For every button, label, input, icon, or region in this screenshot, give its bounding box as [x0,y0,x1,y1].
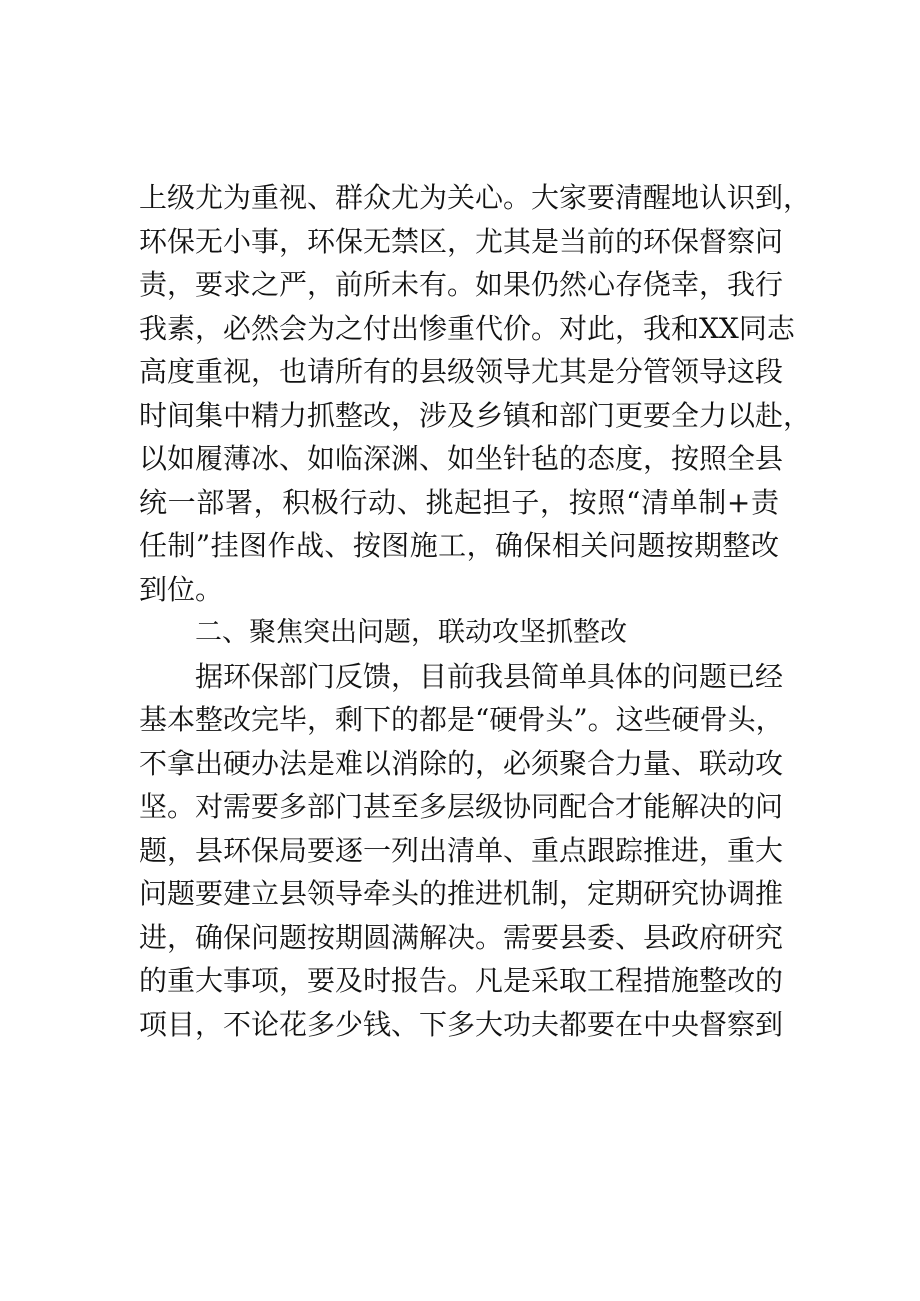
paragraph-line: 时间集中精力抓整改，涉及乡镇和部门更要全力以赴， [139,398,812,432]
document-body [139,176,812,1046]
paragraph-line: 的重大事项，要及时报告。凡是采取工程措施整改的 [139,964,784,997]
paragraph-line: 环保无小事，环保无禁区，尤其是当前的环保督察问 [139,224,784,258]
paragraph-1 [139,176,812,611]
paragraph-line: 责，要求之严，前所未有。如果仍然心存侥幸，我行 [139,268,784,301]
paragraph-line: 我素，必然会为之付出惨重代价。对此，我和XX同志 [139,311,795,345]
paragraph-line: 到位。 [139,572,224,606]
paragraph-line: 以如履薄冰、如临深渊、如坐针毡的态度，按照全县 [139,442,784,475]
paragraph-line: 问题要建立县领导牵头的推进机制，定期研究协调推 [139,877,784,910]
section-heading: 二、聚焦突出问题，联动攻坚抓整改 [195,617,627,648]
paragraph-line: 高度重视，也请所有的县级领导尤其是分管领导这段 [139,355,784,388]
paragraph-line: 基本整改完毕，剩下的都是“硬骨头”。这些硬骨头， [139,703,784,736]
paragraph-line: 任制”挂图作战、按图施工，确保相关问题按期整改 [139,529,779,562]
paragraph-line: 据环保部门反馈，目前我县简单具体的问题已经 [195,659,784,693]
paragraph-line: 项目，不论花多少钱、下多大功夫都要在中央督察到 [139,1007,784,1041]
paragraph-line: 上级尤为重视、群众尤为关心。大家要清醒地认识到， [139,181,812,214]
paragraph-2 [139,655,784,1047]
paragraph-line: 题，县环保局要逐一列出清单、重点跟踪推进，重大 [139,833,784,867]
paragraph-line: 坚。对需要多部门甚至多层级协同配合才能解决的问 [139,790,784,823]
paragraph-line: 不拿出硬办法是难以消除的，必须聚合力量、联动攻 [139,746,784,780]
paragraph-line: 进，确保问题按期圆满解决。需要县委、县政府研究 [139,920,784,954]
paragraph-line: 统一部署，积极行动、挑起担子，按照“清单制+责 [139,485,779,519]
